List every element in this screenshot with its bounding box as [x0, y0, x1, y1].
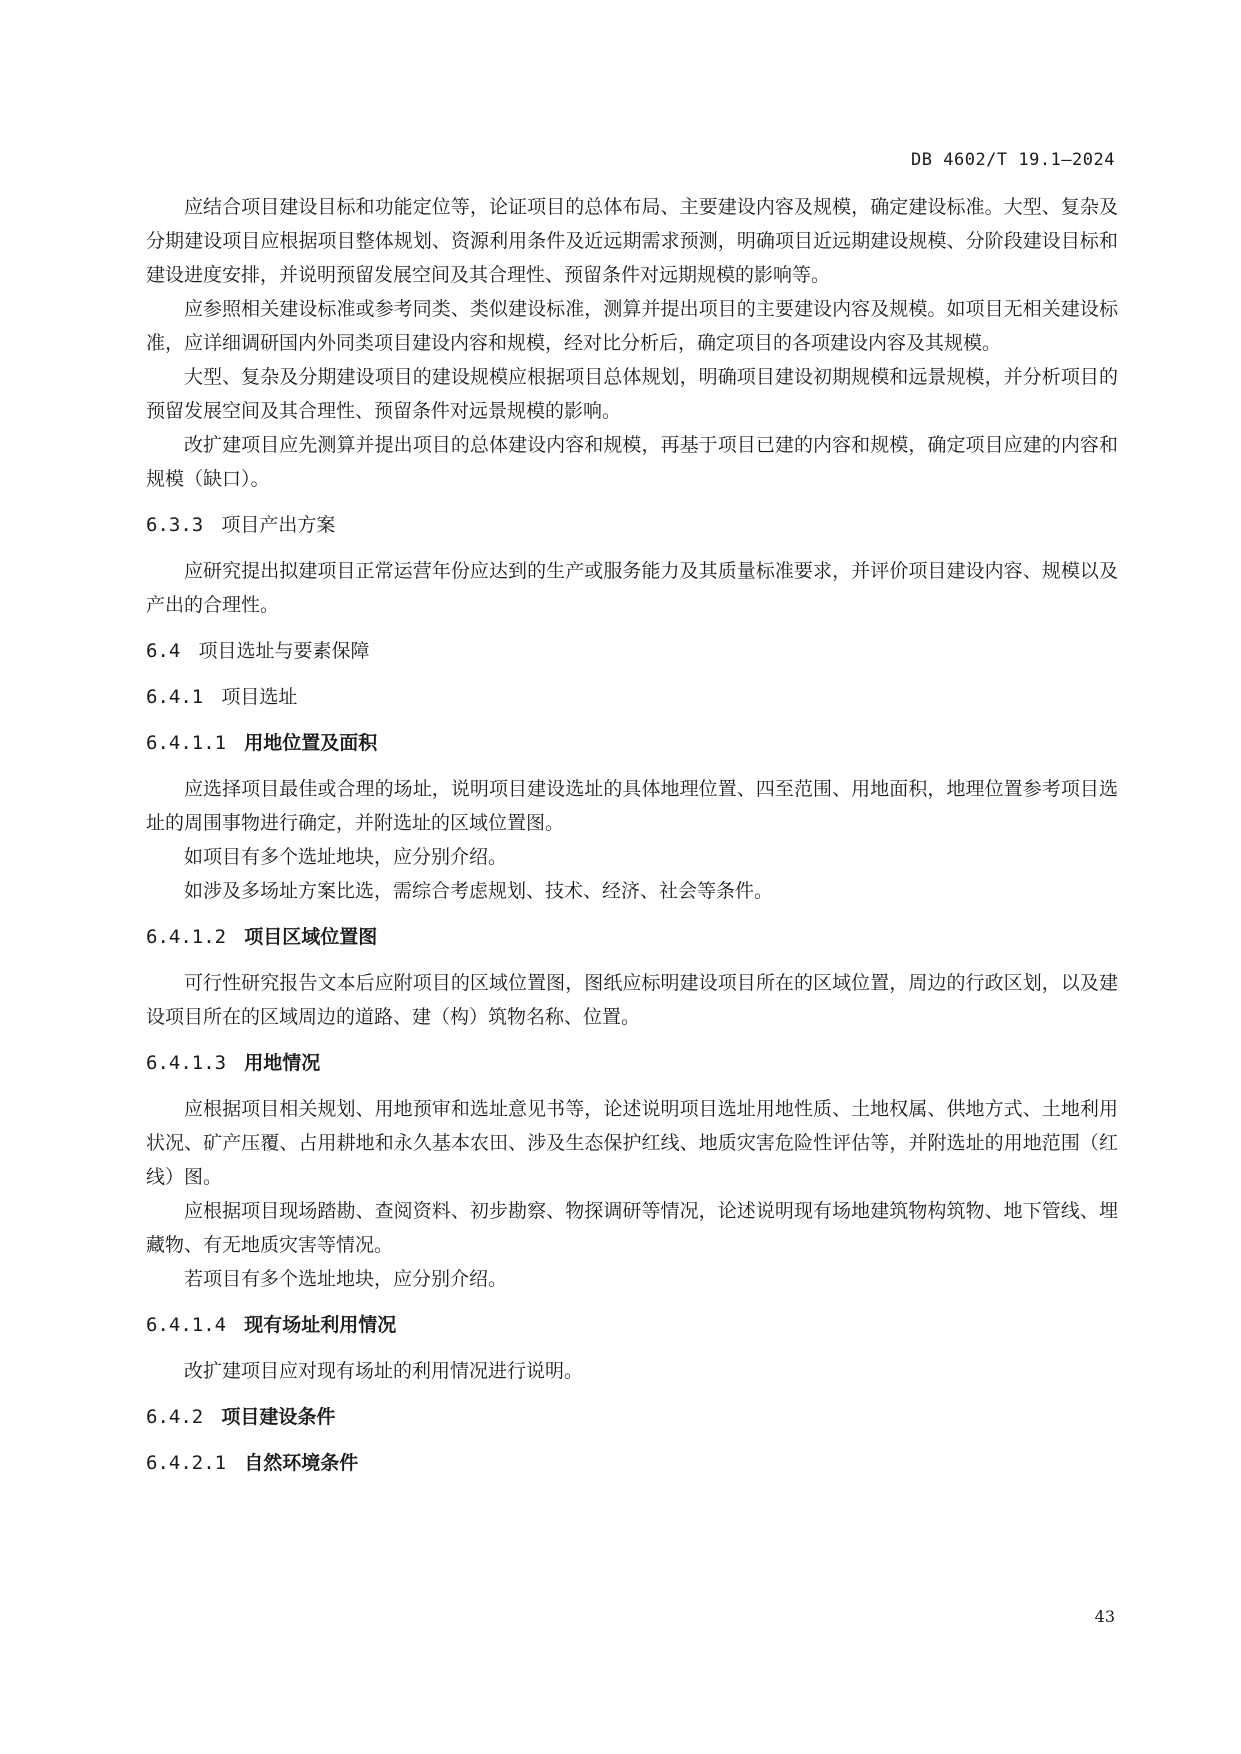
- document-body: [146, 190, 1118, 1492]
- section-heading: [146, 1046, 1118, 1080]
- section-number: 6.4.2: [146, 1406, 204, 1428]
- section-number: 6.3.3: [146, 514, 204, 536]
- section-title: 现有场址利用情况: [244, 1314, 397, 1336]
- paragraph: 应结合项目建设目标和功能定位等，论证项目的总体布局、主要建设内容及规模，确定建设标准。大型、复杂及分期建设项目应根据项目整体规划、资源利用条件及近远期需求预测，明确项目近远期建设规模、分阶段建设目标和建设进度安排，并说明预留发展空间及其合理性、预留条件对远期规模的影响等。: [146, 196, 1118, 286]
- section-title: 用地位置及面积: [244, 732, 378, 754]
- paragraph: 应研究提出拟建项目正常运营年份应达到的生产或服务能力及其质量标准要求，并评价项目建设内容、规模以及产出的合理性。: [146, 560, 1118, 616]
- section-heading: [146, 680, 1118, 714]
- page-number: 43: [1094, 1607, 1115, 1626]
- section-heading: [146, 726, 1118, 760]
- section-number: 6.4: [146, 640, 181, 662]
- section-number: 6.4.1: [146, 686, 204, 708]
- section-number: 6.4.1.4: [146, 1314, 227, 1336]
- section-heading: [146, 634, 1118, 668]
- paragraph: 改扩建项目应先测算并提出项目的总体建设内容和规模，再基于项目已建的内容和规模，确定项目应建的内容和规模（缺口）。: [146, 434, 1118, 490]
- paragraph: 如项目有多个选址地块，应分别介绍。: [184, 846, 508, 868]
- paragraph: 改扩建项目应对现有场址的利用情况进行说明。: [184, 1360, 584, 1382]
- document-code-header: DB 4602/T 19.1—2024: [911, 150, 1115, 170]
- paragraph: 可行性研究报告文本后应附项目的区域位置图，图纸应标明建设项目所在的区域位置，周边的行政区划，以及建设项目所在的区域周边的道路、建（构）筑物名称、位置。: [146, 972, 1118, 1028]
- section-heading: [146, 920, 1118, 954]
- paragraph: 应根据项目现场踏勘、查阅资料、初步勘察、物探调研等情况，论述说明现有场地建筑物构筑物、地下管线、埋藏物、有无地质灾害等情况。: [146, 1200, 1118, 1256]
- section-title: 项目选址: [221, 686, 298, 708]
- section-heading: [146, 1446, 1118, 1480]
- section-heading: [146, 508, 1118, 542]
- section-heading: [146, 1308, 1118, 1342]
- section-title: 用地情况: [244, 1052, 321, 1074]
- section-title: 项目选址与要素保障: [198, 640, 370, 662]
- paragraph: 大型、复杂及分期建设项目的建设规模应根据项目总体规划，明确项目建设初期规模和远景规模，并分析项目的预留发展空间及其合理性、预留条件对远景规模的影响。: [146, 366, 1118, 422]
- paragraph: 应参照相关建设标准或参考同类、类似建设标准，测算并提出项目的主要建设内容及规模。如项目无相关建设标准，应详细调研国内外同类项目建设内容和规模，经对比分析后，确定项目的各项建设内容及其规模。: [146, 298, 1118, 354]
- section-number: 6.4.1.2: [146, 926, 227, 948]
- paragraph: 应选择项目最佳或合理的场址，说明项目建设选址的具体地理位置、四至范围、用地面积，地理位置参考项目选址的周围事物进行确定，并附选址的区域位置图。: [146, 778, 1118, 834]
- section-title: 项目建设条件: [221, 1406, 336, 1428]
- paragraph: 应根据项目相关规划、用地预审和选址意见书等，论述说明项目选址用地性质、土地权属、供地方式、土地利用状况、矿产压覆、占用耕地和永久基本农田、涉及生态保护红线、地质灾害危险性评估等，并附选址的用地范围（红线）图。: [146, 1098, 1118, 1188]
- section-title: 项目产出方案: [221, 514, 336, 536]
- paragraph: 若项目有多个选址地块，应分别介绍。: [184, 1268, 508, 1290]
- section-heading: [146, 1400, 1118, 1434]
- section-number: 6.4.1.3: [146, 1052, 227, 1074]
- paragraph: 如涉及多场址方案比选，需综合考虑规划、技术、经济、社会等条件。: [184, 880, 774, 902]
- section-title: 项目区域位置图: [244, 926, 378, 948]
- section-title: 自然环境条件: [244, 1452, 359, 1474]
- section-number: 6.4.2.1: [146, 1452, 227, 1474]
- section-number: 6.4.1.1: [146, 732, 227, 754]
